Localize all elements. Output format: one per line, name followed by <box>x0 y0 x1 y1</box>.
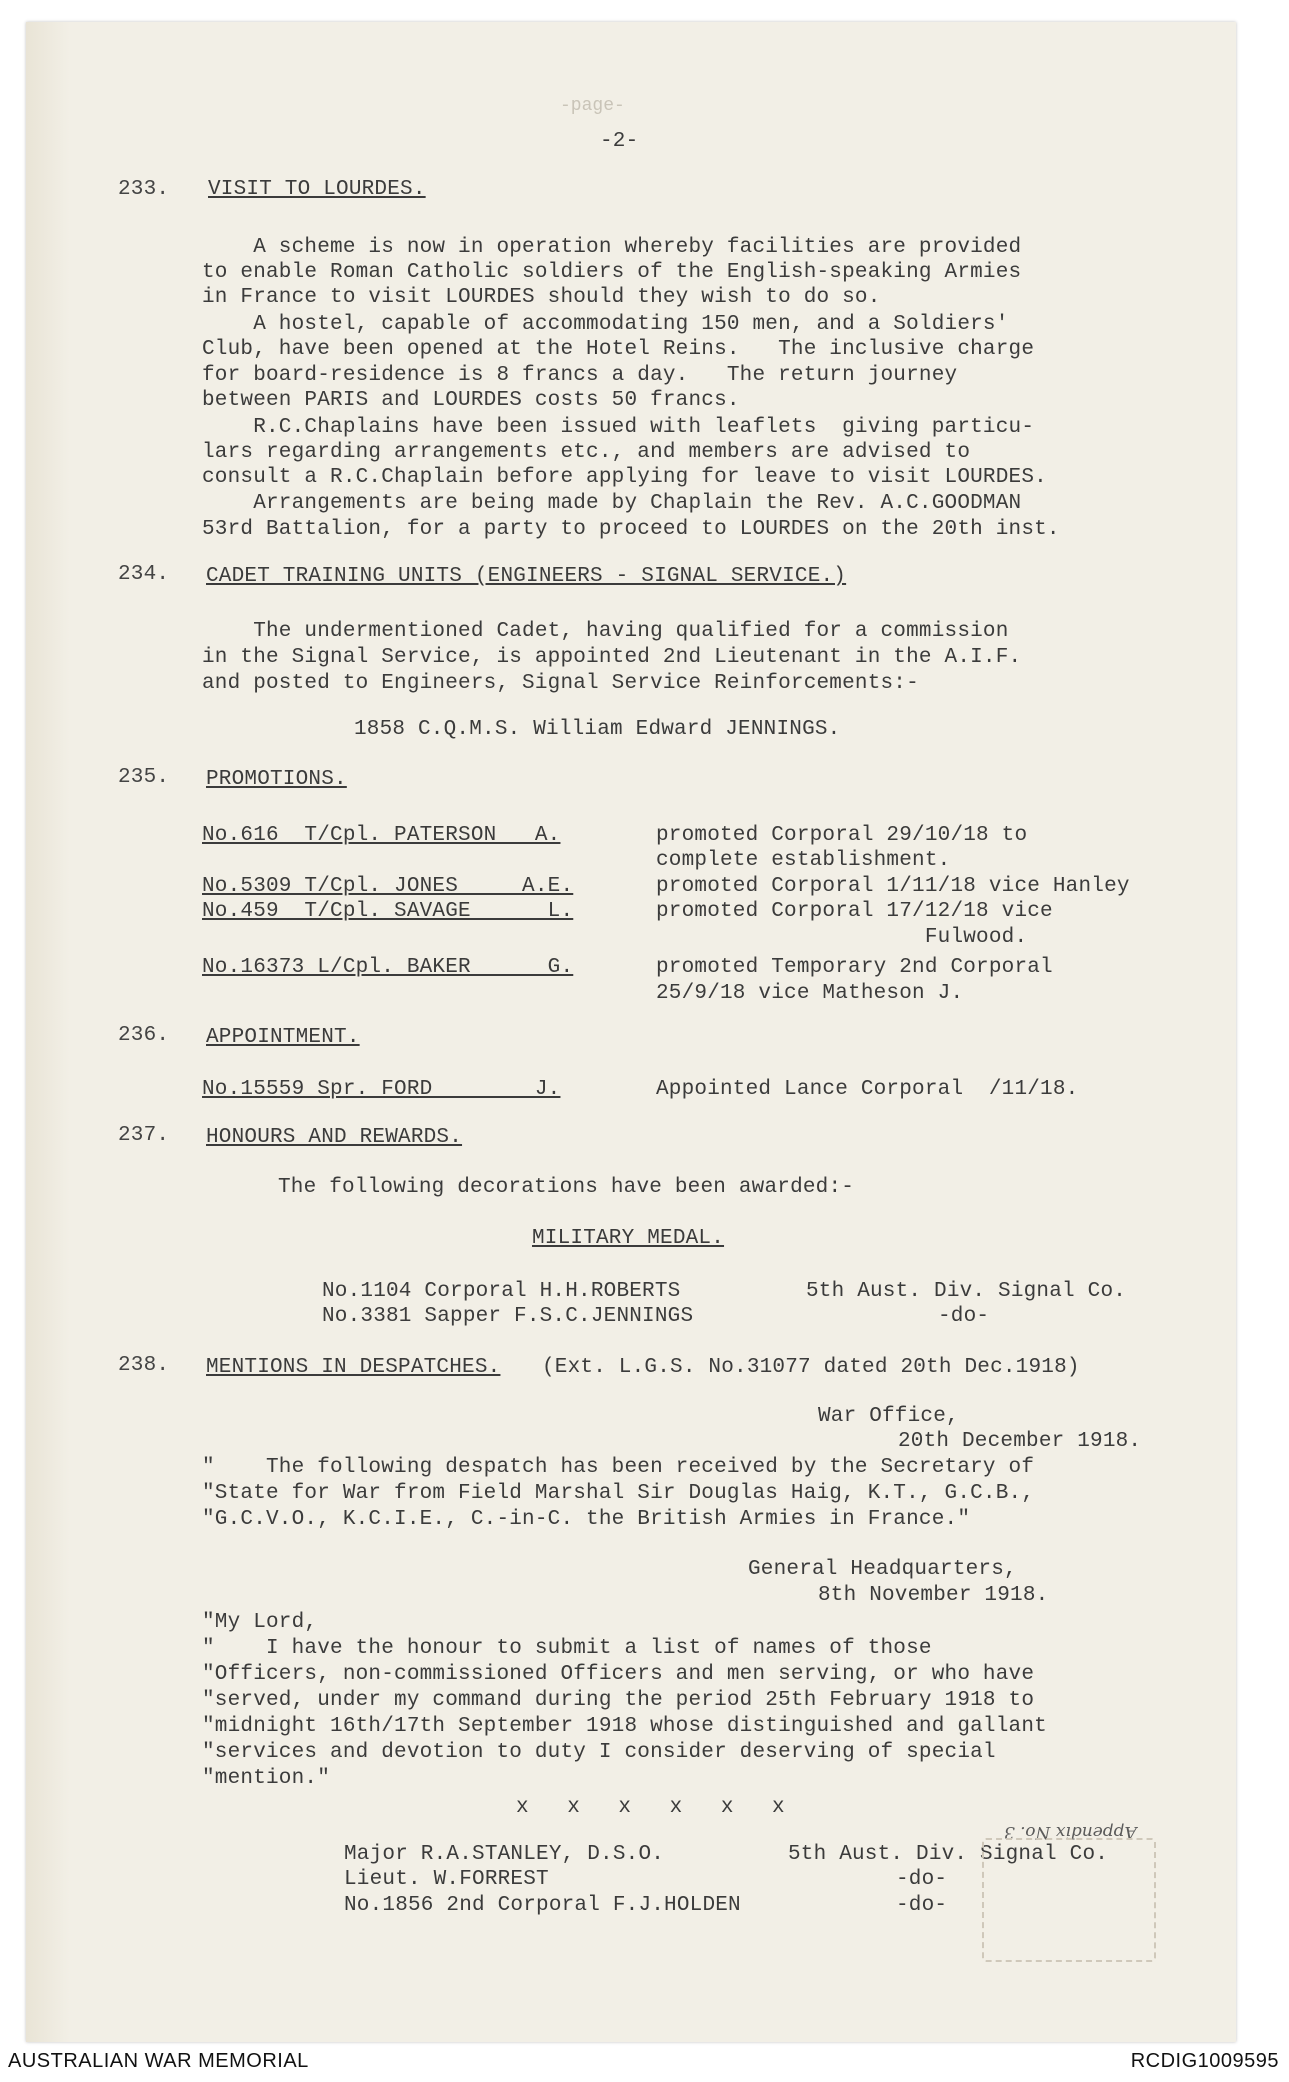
letter-line: "mention." <box>202 1767 331 1790</box>
promotion-entry-detail: promoted Temporary 2nd Corporal <box>656 956 1053 979</box>
section-234-line: The undermentioned Cadet, having qualified for a commission <box>202 620 1009 643</box>
mention-name: Lieut. W.FORREST <box>344 1868 549 1891</box>
award-recipient-unit: -do- <box>938 1305 990 1328</box>
section-234-name: 1858 C.Q.M.S. William Edward JENNINGS. <box>354 718 841 741</box>
section-237-heading: HONOURS AND REWARDS. <box>206 1126 463 1149</box>
section-234-number: 234. <box>118 563 170 586</box>
promotion-entry-detail: promoted Corporal 1/11/18 vice Hanley <box>656 875 1130 898</box>
award-title: MILITARY MEDAL. <box>532 1227 725 1250</box>
letter-line: "midnight 16th/17th September 1918 whose distinguished and gallant <box>202 1715 1047 1738</box>
section-234-line: and posted to Engineers, Signal Service Reinforcements:- <box>202 672 919 695</box>
hq-date: 8th November 1918. <box>818 1584 1049 1607</box>
award-recipient-unit: 5th Aust. Div. Signal Co. <box>806 1280 1127 1303</box>
section-238-reference: (Ext. L.G.S. No.31077 dated 20th Dec.1918) <box>542 1356 1080 1379</box>
promotion-entry-name: No.16373 L/Cpl. BAKER G. <box>202 956 574 979</box>
handwritten-annotation: Appendix No. 3 <box>1004 1822 1137 1842</box>
hq-line: General Headquarters, <box>748 1558 1017 1581</box>
promotion-entry-name: No.5309 T/Cpl. JONES A.E. <box>202 875 574 898</box>
appointment-name: No.15559 Spr. FORD J. <box>202 1078 561 1101</box>
section-233-line: A hostel, capable of accommodating 150 men, and a Soldiers' <box>202 313 1009 336</box>
promotion-entry-detail: complete establishment. <box>656 849 951 872</box>
award-recipient: No.1104 Corporal H.H.ROBERTS <box>322 1280 681 1303</box>
page-number: -2- <box>600 130 639 153</box>
footer-record-id: RCDIG1009595 <box>1130 2050 1279 2072</box>
section-238-heading: MENTIONS IN DESPATCHES. <box>206 1356 501 1379</box>
promotion-entry-name: No.616 T/Cpl. PATERSON A. <box>202 824 561 847</box>
mention-unit: -do- <box>896 1894 948 1917</box>
appointment-detail: Appointed Lance Corporal /11/18. <box>656 1078 1079 1101</box>
promotion-entry-detail: 25/9/18 vice Matheson J. <box>656 982 964 1005</box>
letter-salutation: "My Lord, <box>202 1611 318 1634</box>
letter-line: "Officers, non-commissioned Officers and men serving, or who have <box>202 1663 1035 1686</box>
despatch-line: "G.C.V.O., K.C.I.E., C.-in-C. the British Armies in France." <box>202 1508 971 1531</box>
section-233-line: 53rd Battalion, for a party to proceed to LOURDES on the 20th inst. <box>202 518 1060 541</box>
footer-institution: AUSTRALIAN WAR MEMORIAL <box>8 2050 309 2072</box>
section-233-line: for board-residence is 8 francs a day. The return journey <box>202 364 958 387</box>
letter-line: "services and devotion to duty I consider deserving of special <box>202 1741 996 1764</box>
section-233-heading: VISIT TO LOURDES. <box>208 178 426 201</box>
section-233-line: Arrangements are being made by Chaplain the Rev. A.C.GOODMAN <box>202 492 1022 515</box>
mention-unit: 5th Aust. Div. Signal Co. <box>788 1843 1109 1866</box>
section-234-heading: CADET TRAINING UNITS (ENGINEERS - SIGNAL SERVICE.) <box>206 565 847 588</box>
section-233-line: lars regarding arrangements etc., and members are advised to <box>202 441 971 464</box>
letter-line: "served, under my command during the period 25th February 1918 to <box>202 1689 1035 1712</box>
promotion-entry-detail: Fulwood. <box>656 926 1028 949</box>
mention-name: No.1856 2nd Corporal F.J.HOLDEN <box>344 1894 741 1917</box>
despatch-line: "State for War from Field Marshal Sir Douglas Haig, K.T., G.C.B., <box>202 1482 1035 1505</box>
section-233-number: 233. <box>118 178 170 201</box>
faint-page-marker: -page- <box>560 96 625 116</box>
mention-name: Major R.A.STANLEY, D.S.O. <box>344 1843 665 1866</box>
section-233-line: to enable Roman Catholic soldiers of the English-speaking Armies <box>202 261 1022 284</box>
section-233-line: between PARIS and LOURDES costs 50 francs. <box>202 389 740 412</box>
section-234-line: in the Signal Service, is appointed 2nd Lieutenant in the A.I.F. <box>202 646 1022 669</box>
section-236-heading: APPOINTMENT. <box>206 1026 360 1049</box>
promotion-entry-detail: promoted Corporal 17/12/18 vice <box>656 900 1053 923</box>
letter-line: " I have the honour to submit a list of names of those <box>202 1637 932 1660</box>
war-office-date: 20th December 1918. <box>898 1430 1142 1453</box>
section-233-line: Club, have been opened at the Hotel Reins. The inclusive charge <box>202 338 1035 361</box>
section-233-line: consult a R.C.Chaplain before applying for leave to visit LOURDES. <box>202 466 1047 489</box>
section-237-number: 237. <box>118 1124 170 1147</box>
mention-unit: -do- <box>896 1868 948 1891</box>
despatch-line: " The following despatch has been received by the Secretary of <box>202 1456 1035 1479</box>
section-238-number: 238. <box>118 1354 170 1377</box>
awards-intro: The following decorations have been awarded:- <box>278 1176 855 1199</box>
award-recipient: No.3381 Sapper F.S.C.JENNINGS <box>322 1305 694 1328</box>
section-235-heading: PROMOTIONS. <box>206 768 347 791</box>
war-office-line: War Office, <box>818 1405 959 1428</box>
section-separator: x x x x x x <box>516 1796 785 1819</box>
faint-stamp <box>982 1838 1156 1962</box>
promotion-entry-name: No.459 T/Cpl. SAVAGE L. <box>202 900 574 923</box>
section-236-number: 236. <box>118 1024 170 1047</box>
section-233-line: in France to visit LOURDES should they wish to do so. <box>202 286 881 309</box>
section-235-number: 235. <box>118 766 170 789</box>
promotion-entry-detail: promoted Corporal 29/10/18 to <box>656 824 1028 847</box>
section-233-line: A scheme is now in operation whereby facilities are provided <box>202 236 1022 259</box>
section-233-line: R.C.Chaplains have been issued with leaflets giving particu- <box>202 416 1035 439</box>
